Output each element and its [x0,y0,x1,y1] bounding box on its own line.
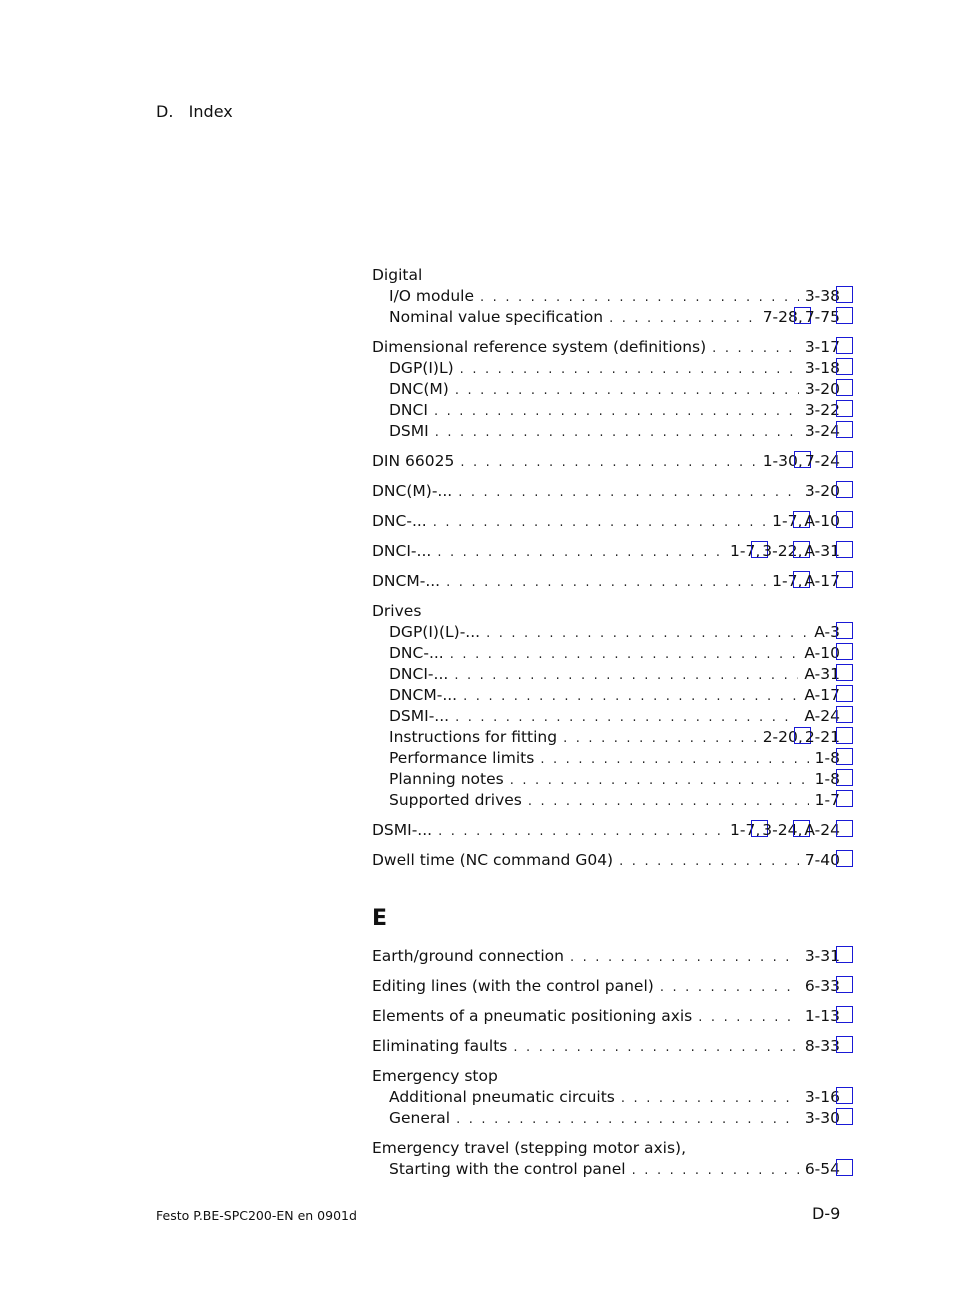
page-references [815,748,840,769]
dot-leader [455,707,798,728]
page-references [763,451,840,472]
dot-leader [456,1109,799,1130]
entry-label: DNC-... [372,512,427,530]
index-subentry [372,622,840,643]
dot-leader [454,665,798,686]
index-group [372,337,840,442]
page-references [772,511,840,532]
index-group [372,1006,840,1027]
entry-label: DNCM-... [372,572,441,590]
index-subentry [372,307,840,328]
page-ref-link[interactable]: 3-24 [804,422,840,440]
entry-label: Instructions for fitting [389,728,558,746]
page-ref-link[interactable]: 6-33 [804,977,840,995]
entry-label: Eliminating faults [372,1037,508,1055]
page-header [156,102,233,121]
index-entry [372,820,840,841]
index-subentry [372,1159,840,1180]
entry-label: DIN 66025 [372,452,455,470]
index-entry [372,265,840,286]
dot-leader [433,512,766,533]
page-references [763,727,840,748]
entry-label: DSMI-... [372,821,433,839]
index-entry [372,850,840,871]
page-references [805,1036,840,1057]
page-ref-link[interactable]: 1-13 [804,1007,840,1025]
index-group [372,541,840,562]
entry-label: DSMI-... [389,707,450,725]
index-group [372,1036,840,1057]
page-references [804,643,840,664]
page-ref-link[interactable]: 7-28 [762,308,798,326]
page-references [805,946,840,967]
index-entry [372,571,840,592]
index-entry [372,1066,840,1087]
entry-label: DGP(I)L) [389,359,454,377]
dot-leader [455,380,799,401]
index-entry [372,1036,840,1057]
page-ref-link[interactable]: 7-40 [804,851,840,869]
ref-separator: , [755,821,761,839]
section-title: Index [188,102,233,121]
entry-label: Digital [372,266,423,284]
page-ref-link[interactable]: 3-22 [804,401,840,419]
page-references [805,421,840,442]
dot-leader [660,977,799,998]
entry-label: General [389,1109,451,1127]
page-ref-link[interactable]: 3-24 [762,821,798,839]
ref-separator: , [797,728,803,746]
page-ref-link[interactable]: 1-7 [814,791,840,809]
page-references [815,790,840,811]
page-references [814,622,840,643]
dot-leader [458,482,799,503]
dot-leader [712,338,799,359]
entry-label: Starting with the control panel [389,1160,626,1178]
index-subentry [372,706,840,727]
index-group [372,265,840,328]
page-references [805,481,840,502]
index-group [372,571,840,592]
entry-label: DNCI-... [372,542,432,560]
page-ref-link[interactable]: 1-7 [730,821,756,839]
dot-leader [570,947,799,968]
dot-leader [437,542,724,563]
dot-leader [513,1037,798,1058]
page-references [805,976,840,997]
dot-leader [563,728,757,749]
entry-label: I/O module [389,287,475,305]
ref-separator: , [755,542,761,560]
index-entry [372,541,840,562]
entry-label: Additional pneumatic circuits [389,1088,615,1106]
dot-leader [438,821,724,842]
dot-leader [619,851,799,872]
index-entry [372,1138,840,1159]
ref-separator: , [797,821,803,839]
index-group [372,976,840,997]
page-ref-link[interactable]: A-31 [804,542,840,560]
dot-leader [621,1088,799,1109]
page-references [804,685,840,706]
entry-label: DNCM-... [389,686,458,704]
page-ref-link[interactable]: 6-54 [804,1160,840,1178]
page-references [805,337,840,358]
page-ref-link[interactable]: 1-8 [814,749,840,767]
entry-label: DNC(M)-... [372,482,453,500]
page-ref-link[interactable]: A-24 [804,821,840,839]
index-subentry [372,358,840,379]
index-entry [372,481,840,502]
dot-leader [460,359,799,380]
entry-label: Emergency travel (stepping motor axis), [372,1139,687,1157]
page-ref-link[interactable]: 3-38 [804,287,840,305]
page-ref-link[interactable]: 7-75 [804,308,840,326]
footer-page-number: D-9 [812,1204,841,1223]
page-ref-link[interactable]: 3-20 [804,380,840,398]
ref-separator: , [797,572,803,590]
page-ref-link[interactable]: 3-22 [762,542,798,560]
index-entry [372,511,840,532]
page-ref-link[interactable]: A-17 [804,686,840,704]
index-subentry [372,664,840,685]
index-letter-heading: E [372,906,388,931]
entry-label: DSMI [389,422,429,440]
entry-label: Editing lines (with the control panel) [372,977,654,995]
page-ref-link[interactable]: 3-17 [804,338,840,356]
ref-separator: , [797,542,803,560]
entry-label: DGP(I)(L)-... [389,623,481,641]
page-ref-link[interactable]: 3-18 [804,359,840,377]
page-references [772,571,840,592]
index-group [372,511,840,532]
page-references [805,358,840,379]
dot-leader [460,452,756,473]
entry-label: DNC(M) [389,380,449,398]
page-references [804,664,840,685]
index-subentry [372,421,840,442]
page-references [730,541,840,562]
index-group [372,451,840,472]
page-ref-link[interactable]: 1-30 [762,452,798,470]
page-ref-link[interactable]: A-10 [804,512,840,530]
footer-publisher: Festo P.BE-SPC200-EN en 0901d [156,1208,357,1223]
index-entry [372,337,840,358]
index-subentry [372,1087,840,1108]
entry-label: Planning notes [389,770,504,788]
page-ref-link[interactable]: 1-7 [772,572,798,590]
dot-leader [510,770,809,791]
page-references [804,706,840,727]
page-references [730,820,840,841]
page-ref-link[interactable]: A-17 [804,572,840,590]
page-references [805,286,840,307]
page-ref-link[interactable]: A-3 [814,623,840,641]
dot-leader [609,308,757,329]
entry-label: Earth/ground connection [372,947,564,965]
entry-label: DNCI-... [389,665,449,683]
entry-label: DNCI [389,401,428,419]
dot-leader [486,623,808,644]
index-subentry [372,748,840,769]
entry-label: Dwell time (NC command G04) [372,851,614,869]
index-entry [372,1006,840,1027]
dot-leader [480,287,799,308]
page-references [763,307,840,328]
page-references [805,1006,840,1027]
dot-leader [540,749,808,770]
index-subentry [372,769,840,790]
index-section-d [372,265,840,871]
ref-separator: , [797,308,803,326]
entry-label: DNC-... [389,644,444,662]
page-ref-link[interactable]: 7-24 [804,452,840,470]
dot-leader [632,1160,799,1181]
page-references [805,850,840,871]
dot-leader [698,1007,799,1028]
page-references [805,1108,840,1129]
index-subentry [372,1108,840,1129]
dot-leader [434,401,799,422]
page-ref-link[interactable]: 1-7 [772,512,798,530]
page-ref-link[interactable]: 3-31 [804,947,840,965]
section-letter: D. [156,102,174,121]
ref-separator: , [797,512,803,530]
entry-label: Dimensional reference system (definitions) [372,338,707,356]
index-group [372,481,840,502]
page-references [815,769,840,790]
index-subentry [372,286,840,307]
index-entry [372,946,840,967]
index-group [372,1138,840,1180]
entry-label: Elements of a pneumatic positioning axis [372,1007,693,1025]
index-subentry [372,727,840,748]
entry-label: Emergency stop [372,1067,498,1085]
page-ref-link[interactable]: A-24 [804,707,840,725]
page-ref-link[interactable]: 2-21 [804,728,840,746]
index-group [372,850,840,871]
page-ref-link[interactable]: A-31 [804,665,840,683]
index-subentry [372,643,840,664]
entry-label: Nominal value specification [389,308,604,326]
index-subentry [372,379,840,400]
page-references [805,1159,840,1180]
page-ref-link[interactable]: 3-30 [804,1109,840,1127]
dot-leader [463,686,798,707]
index-subentry [372,685,840,706]
index-subentry [372,400,840,421]
page-ref-link[interactable]: 8-33 [804,1037,840,1055]
page-ref-link[interactable]: 1-8 [814,770,840,788]
page-ref-link[interactable]: 3-16 [804,1088,840,1106]
index-group [372,1066,840,1129]
index-list [372,265,840,1189]
dot-leader [528,791,809,812]
index-entry [372,601,840,622]
page-ref-link[interactable]: 3-20 [804,482,840,500]
dot-leader [435,422,799,443]
index-group [372,946,840,967]
page-references [805,1087,840,1108]
entry-label: Drives [372,602,422,620]
page-ref-link[interactable]: 1-7 [730,542,756,560]
ref-separator: , [797,452,803,470]
dot-leader [446,572,766,593]
index-section-e [372,946,840,1180]
index-subentry [372,790,840,811]
entry-label: Performance limits [389,749,535,767]
page-ref-link[interactable]: A-10 [804,644,840,662]
index-entry [372,451,840,472]
index-entry [372,976,840,997]
index-group [372,820,840,841]
page-references [805,400,840,421]
index-group [372,601,840,811]
page-ref-link[interactable]: 2-20 [762,728,798,746]
entry-label: Supported drives [389,791,522,809]
dot-leader [450,644,799,665]
page-references [805,379,840,400]
